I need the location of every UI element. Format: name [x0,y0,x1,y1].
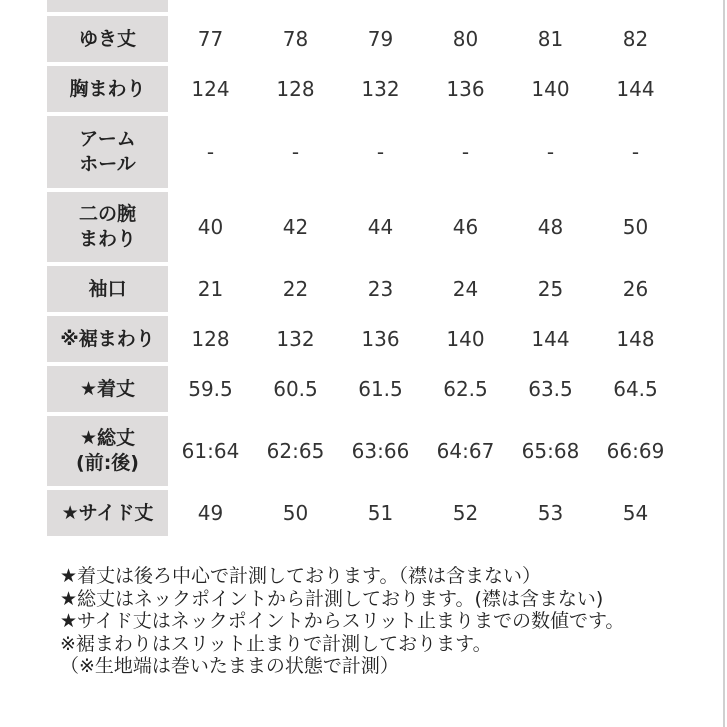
row-header: ※裾まわり [47,316,168,362]
table-cell: - [461,140,470,164]
table-cell: 66:69 [606,439,665,463]
table-cell: 53 [537,501,564,525]
table-cell: 40 [197,215,224,239]
table-cell: 140 [446,327,485,351]
table-cell: 23 [367,277,394,301]
table-cell: - [546,140,555,164]
notes [60,565,680,678]
table-cell: 44 [367,215,394,239]
table-cell: 54 [622,501,649,525]
table-cell: 63.5 [528,377,573,401]
table-row [47,416,727,486]
table-cell: 140 [531,77,570,101]
table-cell: 62:65 [266,439,325,463]
table-row [47,192,727,262]
table-cell: 24 [452,277,479,301]
table-cell: 48 [537,215,564,239]
table-cell: 62.5 [443,377,488,401]
table-row [47,490,727,536]
table-cell: 148 [616,327,655,351]
table-row [47,316,727,362]
table-cell: 61:64 [181,439,240,463]
note-2: ★総丈はネックポイントから計測しております。(襟は含まない) [60,587,604,610]
note-5: （※生地端は巻いたままの状態で計測） [60,655,399,677]
row-header: ゆき丈 [47,16,168,62]
table-row [47,116,727,188]
row-header: ★着丈 [47,366,168,412]
table-cell: 50 [622,215,649,239]
table-cell: 52 [452,501,479,525]
table-cell: 132 [276,327,315,351]
table-cell: 46 [452,215,479,239]
row-header: 胸まわり [47,66,168,112]
table-cell: 25 [537,277,564,301]
row-header [47,0,168,12]
table-cell: - [631,140,640,164]
note-1: ★着丈は後ろ中心で計測しております。（襟は含まない） [60,565,542,587]
note-4: ※裾まわりはスリット止まりで計測しております。 [60,632,492,655]
table-cell: 49 [197,501,224,525]
table-cell: 136 [446,77,485,101]
table-cell: 128 [276,77,315,101]
row-header: ★総丈 (前:後) [47,416,168,486]
row-header: 袖口 [47,266,168,312]
table-cell: 26 [622,277,649,301]
table-cell: 124 [191,77,230,101]
table-cell: 63:66 [351,439,410,463]
table-cell: 81 [537,27,564,51]
table-cell: 42 [282,215,309,239]
table-cell: 21 [197,277,224,301]
table-cell: 144 [616,77,655,101]
table-cell: 50 [282,501,309,525]
table-cell: 78 [282,27,309,51]
table-row [47,366,727,412]
size-table [47,0,727,540]
table-row [47,266,727,312]
table-cell: 77 [197,27,224,51]
table-cell: 22 [282,277,309,301]
table-cell: 136 [361,327,400,351]
row-header: アーム ホール [47,116,168,188]
table-cell: - [376,140,385,164]
table-row [47,66,727,112]
table-cell: 79 [367,27,394,51]
row-header: 二の腕 まわり [47,192,168,262]
note-3: ★サイド丈はネックポイントからスリット止まりまでの数値です。 [60,610,625,632]
table-row [47,16,727,62]
table-cell: 82 [622,27,649,51]
table-cell: 51 [367,501,394,525]
table-cell: 61.5 [358,377,403,401]
table-cell: 64.5 [613,377,658,401]
table-cell: 80 [452,27,479,51]
table-row [47,0,727,12]
table-cell: 59.5 [188,377,233,401]
table-cell: - [291,140,300,164]
table-cell: 144 [531,327,570,351]
table-cell: 60.5 [273,377,318,401]
table-cell: - [206,140,215,164]
table-cell: 128 [191,327,230,351]
table-cell: 132 [361,77,400,101]
row-header: ★サイド丈 [47,490,168,536]
table-cell: 64:67 [436,439,495,463]
table-cell: 65:68 [521,439,580,463]
